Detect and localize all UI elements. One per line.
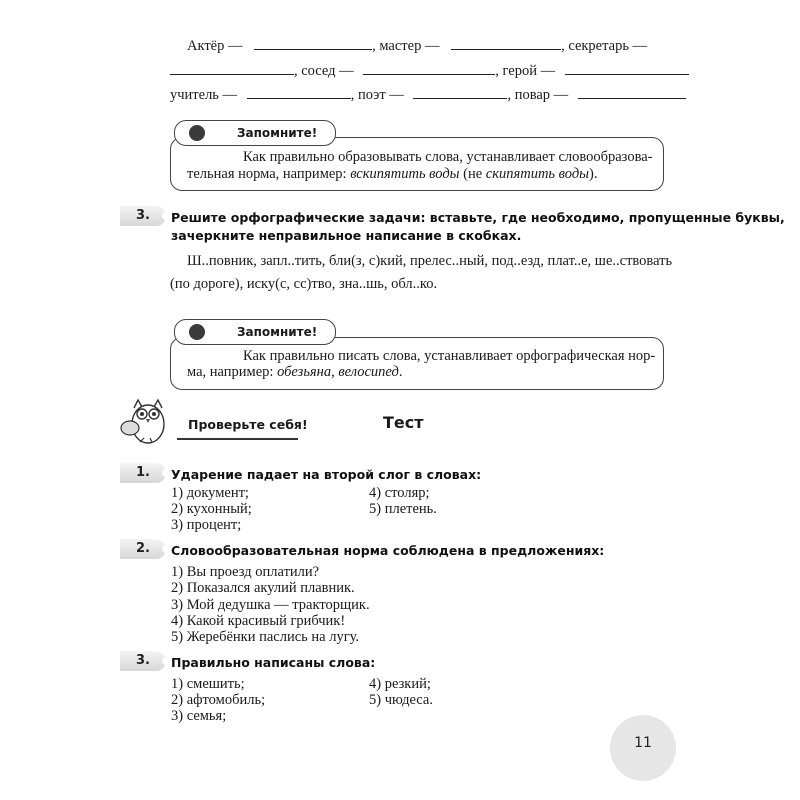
bullet-icon bbox=[189, 324, 205, 340]
remember-label-1 bbox=[174, 120, 336, 146]
answer-blank[interactable] bbox=[413, 87, 507, 99]
question-text: Ударение падает на второй слог в словах: bbox=[171, 467, 482, 482]
rule-text: ма, например: bbox=[187, 364, 278, 380]
word-poet: , поэт — bbox=[350, 87, 404, 103]
test-title: Тест bbox=[383, 413, 424, 432]
bullet-icon bbox=[189, 125, 205, 141]
answer-option[interactable]: 1) смешить; bbox=[171, 676, 245, 692]
answer-option[interactable]: 4) Какой красивый грибчик! bbox=[171, 613, 346, 629]
word-hero: , герой — bbox=[495, 63, 556, 79]
remember-text-1a bbox=[243, 149, 652, 166]
answer-option[interactable]: 2) афтомобиль; bbox=[171, 692, 266, 708]
answer-option[interactable]: 5) Жеребёнки паслись на лугу. bbox=[171, 629, 360, 645]
exercise-line-2 bbox=[170, 63, 689, 80]
remember-label-text: Запомните! bbox=[237, 126, 318, 140]
question-number-tab: 3. bbox=[120, 651, 166, 671]
rule-text: (не bbox=[459, 166, 486, 182]
answer-option[interactable]: 2) кухонный; bbox=[171, 501, 252, 517]
owl-icon bbox=[118, 396, 176, 446]
question-text: Правильно написаны слова: bbox=[171, 655, 376, 670]
word-master: , мастер — bbox=[372, 38, 440, 54]
rule-example: вскипятить воды bbox=[350, 166, 460, 182]
remember-label-2 bbox=[174, 319, 336, 345]
answer-option[interactable]: 1) документ; bbox=[171, 485, 249, 501]
rule-text: ). bbox=[588, 166, 598, 182]
rule-wrong-example: скипятить воды bbox=[485, 166, 589, 182]
answer-blank[interactable] bbox=[451, 38, 561, 50]
check-label: Проверьте себя! bbox=[188, 417, 308, 432]
page-number: 11 bbox=[634, 735, 652, 751]
exercise-line-1 bbox=[187, 38, 647, 55]
task-title-line: Решите орфографические задачи: вставьте, где необходимо, пропущенные буквы, bbox=[171, 210, 785, 225]
remember-text-2b bbox=[187, 364, 402, 381]
question-text: Словообразовательная норма соблюдена в предложениях: bbox=[171, 543, 605, 558]
answer-option[interactable]: 4) столяр; bbox=[369, 485, 430, 501]
answer-option[interactable]: 3) семья; bbox=[171, 708, 227, 724]
answer-option[interactable]: 5) чюдеса. bbox=[369, 692, 433, 708]
task-title bbox=[171, 209, 785, 245]
rule-text: . bbox=[398, 364, 403, 380]
answer-option[interactable]: 1) Вы проезд оплатили? bbox=[171, 564, 320, 580]
word-cook: , повар — bbox=[507, 87, 569, 103]
word-actor: Актёр — bbox=[187, 38, 243, 54]
check-underline bbox=[177, 438, 298, 440]
answer-blank[interactable] bbox=[565, 63, 689, 75]
word-teacher: учитель — bbox=[170, 87, 238, 103]
remember-label-text: Запомните! bbox=[237, 325, 318, 339]
word-neighbor: , сосед — bbox=[294, 63, 354, 79]
answer-option[interactable]: 3) Мой дедушка — тракторщик. bbox=[171, 597, 370, 613]
answer-option[interactable]: 5) плетень. bbox=[369, 501, 437, 517]
task-words-line-1: Ш..повник, запл..тить, бли(з, с)кий, прелес..ный, под..езд, плат..е, ше..ствовать bbox=[187, 253, 673, 269]
rule-text: тельная норма, например: bbox=[187, 166, 351, 182]
exercise-line-3 bbox=[170, 87, 686, 104]
answer-blank[interactable] bbox=[578, 87, 686, 99]
word-secretary: , секретарь — bbox=[561, 38, 648, 54]
answer-blank[interactable] bbox=[170, 63, 294, 75]
answer-blank[interactable] bbox=[254, 38, 372, 50]
answer-option[interactable]: 2) Показался акулий плавник. bbox=[171, 580, 355, 596]
remember-text-2a bbox=[243, 348, 655, 365]
task-title-line: зачеркните неправильное написание в скобках. bbox=[171, 228, 522, 243]
answer-option[interactable]: 3) процент; bbox=[171, 517, 242, 533]
answer-blank[interactable] bbox=[363, 63, 495, 75]
question-number-tab: 1. bbox=[120, 463, 166, 483]
answer-option[interactable]: 4) резкий; bbox=[369, 676, 431, 692]
rule-text: Как правильно образовывать слова, устанавливает словообразова- bbox=[243, 149, 653, 165]
rule-example: обезьяна, велосипед bbox=[277, 364, 399, 380]
task-number-tab: 3. bbox=[120, 206, 166, 226]
remember-text-1b bbox=[187, 166, 597, 183]
answer-blank[interactable] bbox=[247, 87, 351, 99]
task-words-line-2: (по дороге), иску(с, сс)тво, зна..шь, обл..ко. bbox=[170, 276, 438, 292]
question-number-tab: 2. bbox=[120, 539, 166, 559]
rule-text: Как правильно писать слова, устанавливает орфографическая нор- bbox=[243, 348, 656, 364]
